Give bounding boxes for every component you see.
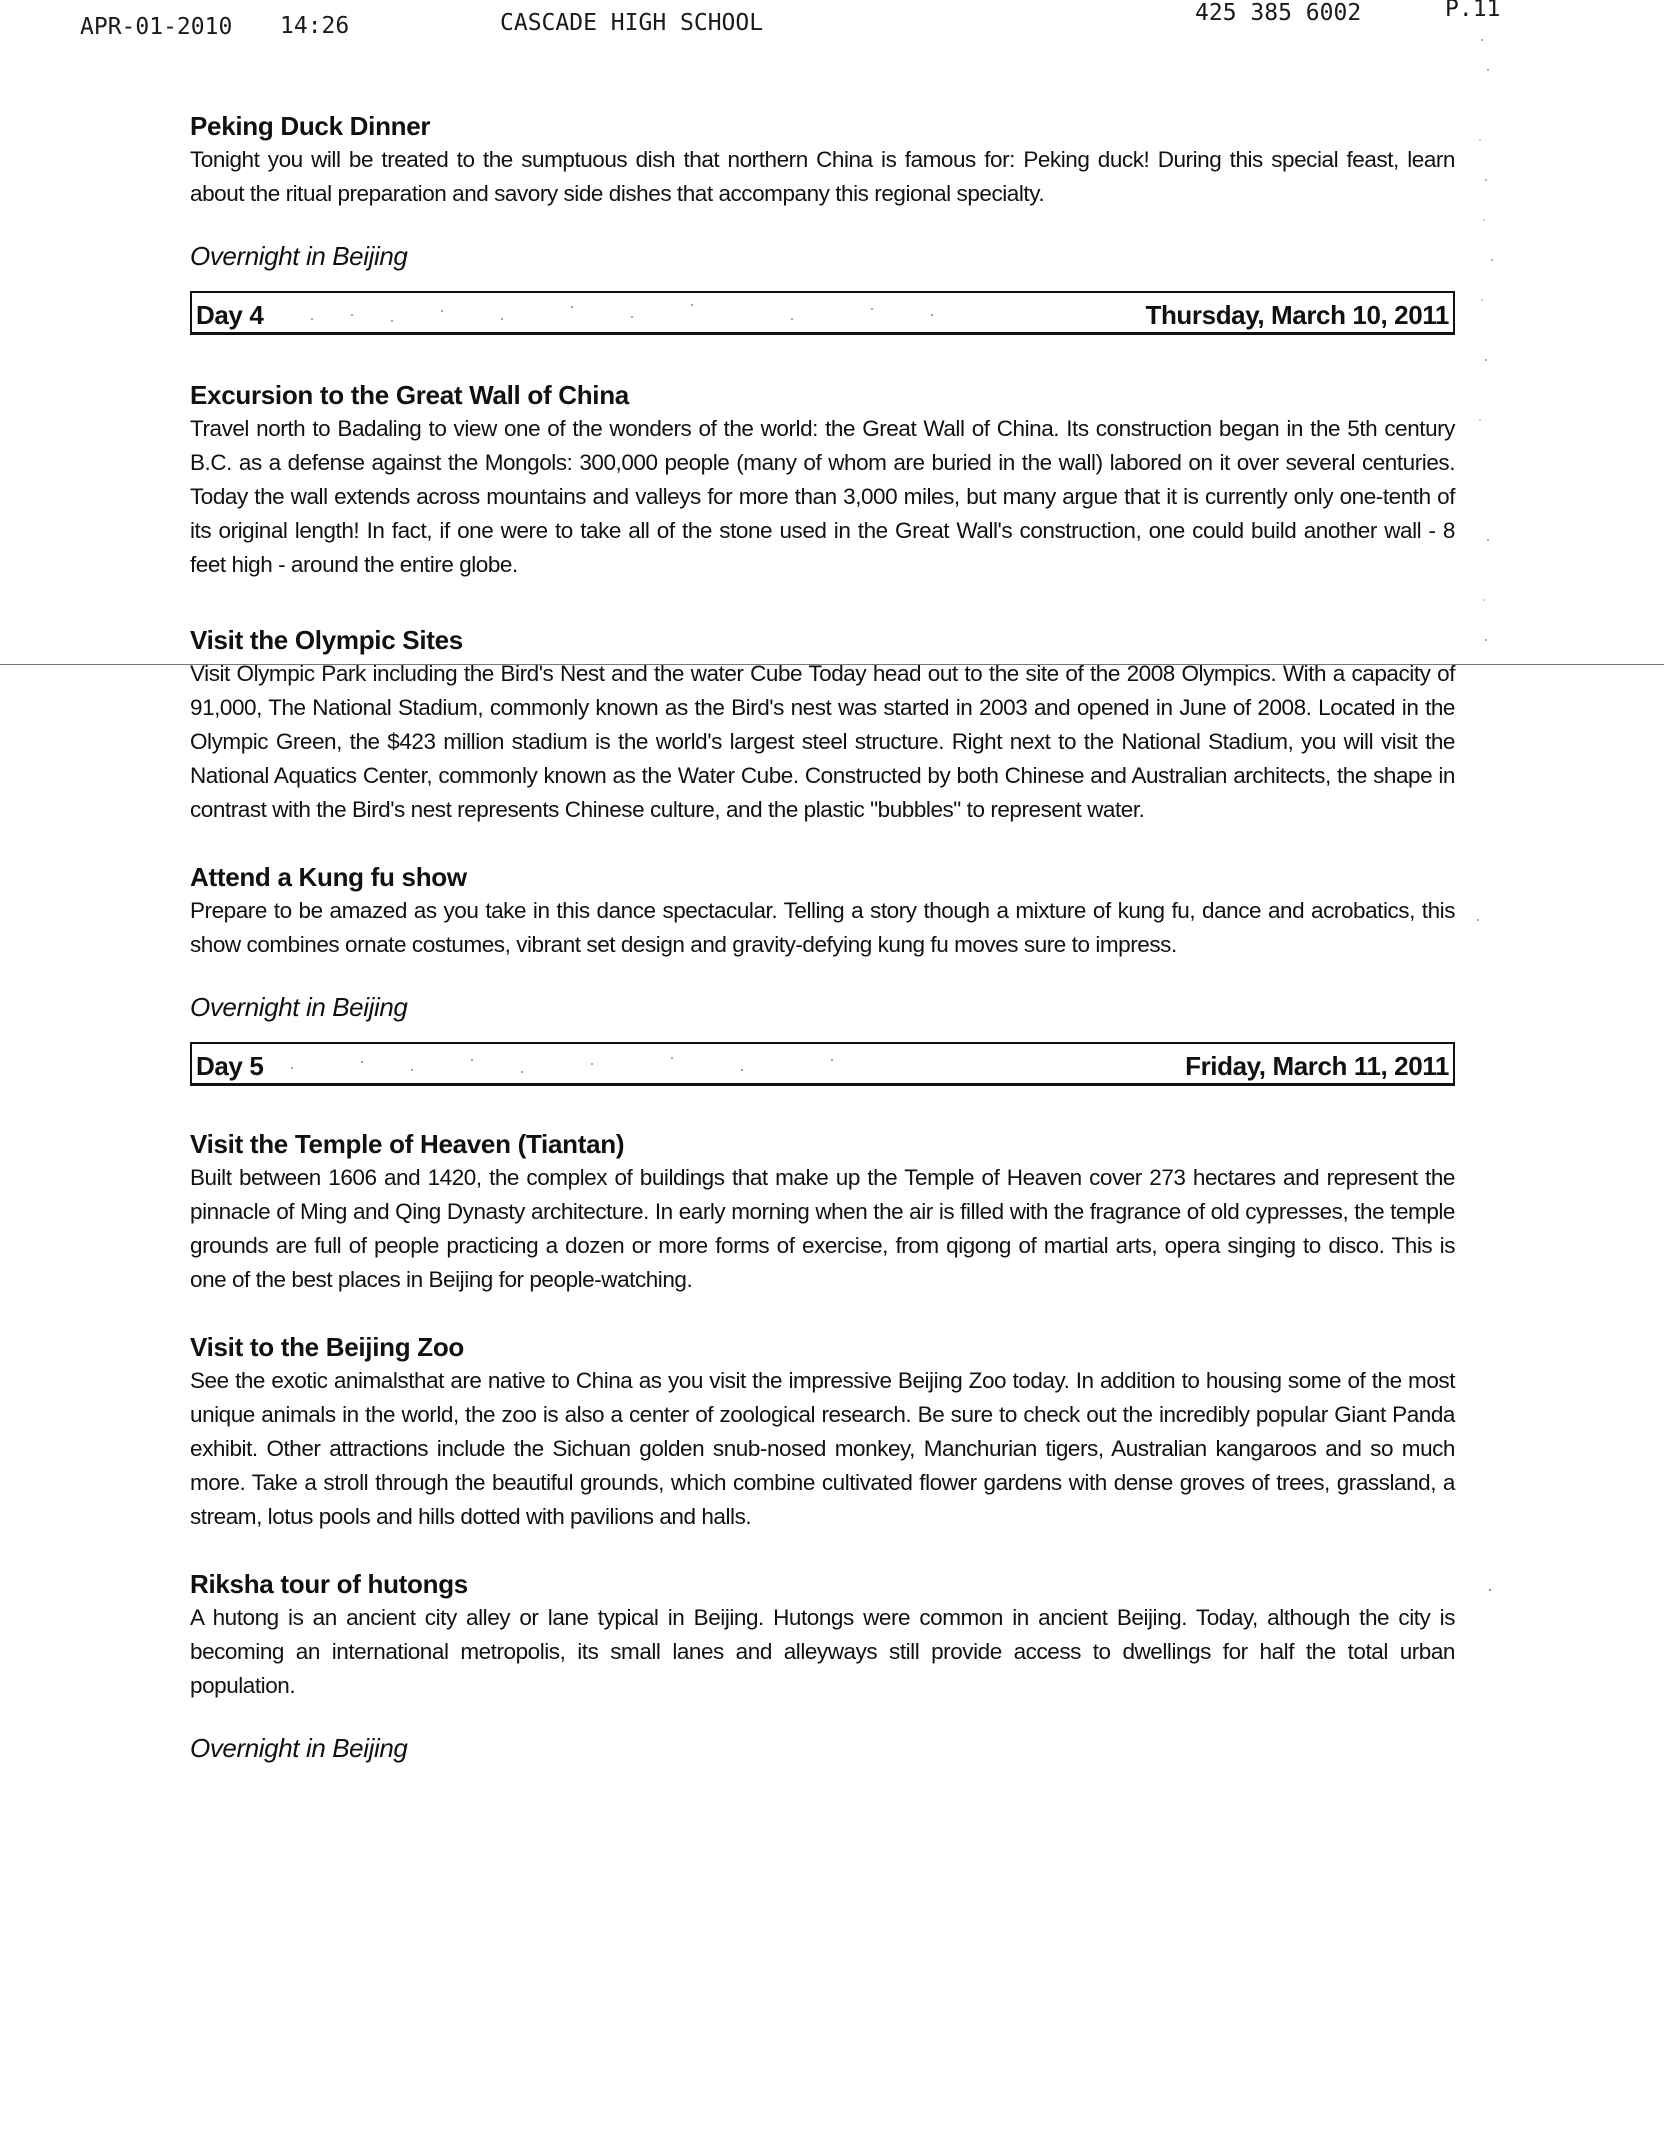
fax-date: APR-01-2010	[80, 14, 233, 40]
day-date: Friday, March 11, 2011	[1185, 1051, 1449, 1081]
fax-phone: 425 385 6002	[1195, 0, 1362, 26]
activity-description: Travel north to Badaling to view one of the wonders of the world: the Great Wall of China. Its construction began in the 5th century B.C. as a defense against the Mongols: 300,000 people (many of whom are buried in the wall) labored on it over several centuries. Today the wall extends across mountains and valleys for more than 3,000 miles, but many argue that it is currently only one-tenth of its original length! In fact, if one were to take all of the stone used in the Great Wall's construction, one could build another wall - 8 feet high - around the entire globe.	[190, 416, 1455, 577]
overnight-note: Overnight in Beijing	[190, 1733, 408, 1763]
day-label: Day 5	[196, 1051, 264, 1081]
activity-title: Peking Duck Dinner	[190, 111, 431, 141]
activity-beijing-zoo	[190, 1331, 1455, 1534]
day-label: Day 4	[196, 300, 264, 330]
fax-time: 14:26	[280, 13, 350, 39]
activity-great-wall	[190, 379, 1455, 582]
overnight-note: Overnight in Beijing	[190, 992, 408, 1022]
activity-title: Visit the Olympic Sites	[190, 625, 463, 655]
day-5-header	[190, 1042, 1455, 1086]
activity-title: Attend a Kung fu show	[190, 862, 467, 892]
fax-organization: CASCADE HIGH SCHOOL	[500, 10, 764, 36]
activity-temple-of-heaven	[190, 1128, 1455, 1297]
activity-title: Visit to the Beijing Zoo	[190, 1332, 464, 1362]
fax-page-number: P.11	[1445, 0, 1501, 22]
overnight-note: Overnight in Beijing	[190, 241, 408, 271]
activity-description: Prepare to be amazed as you take in this dance spectacular. Telling a story though a mixture of kung fu, dance and acrobatics, this show combines ornate costumes, vibrant set design and gravity-defying kung fu moves sure to impress.	[190, 898, 1455, 957]
activity-description: Visit Olympic Park including the Bird's Nest and the water Cube Today head out to the site of the 2008 Olympics. With a capacity of 91,000, The National Stadium, commonly known as the Bird's nest was started in 2003 and opened in June of 2008. Located in the Olympic Green, the $423 million stadium is the world's largest steel structure. Right next to the National Stadium, you will visit the National Aquatics Center, commonly known as the Water Cube. Constructed by both Chinese and Australian architects, the shape in contrast with the Bird's nest represents Chinese culture, and the plastic "bubbles" to represent water.	[190, 661, 1455, 822]
itinerary-page	[190, 110, 1455, 1765]
activity-kung-fu-show	[190, 861, 1455, 962]
activity-title: Riksha tour of hutongs	[190, 1569, 468, 1599]
day-4-header	[190, 291, 1455, 335]
day-date: Thursday, March 10, 2011	[1145, 300, 1449, 330]
activity-description: Built between 1606 and 1420, the complex of buildings that make up the Temple of Heaven cover 273 hectares and represent the pinnacle of Ming and Qing Dynasty architecture. In early morning when the air is filled with the fragrance of old cypresses, the temple grounds are full of people practicing a dozen or more forms of exercise, from qigong of martial arts, opera singing to disco. This is one of the best places in Beijing for people-watching.	[190, 1165, 1455, 1292]
activity-description: A hutong is an ancient city alley or lane typical in Beijing. Hutongs were common in ancient Beijing. Today, although the city is becoming an international metropolis, its small lanes and alleyways still provide access to dwellings for half the total urban population.	[190, 1605, 1455, 1698]
activity-description: Tonight you will be treated to the sumptuous dish that northern China is famous for: Peking duck! During this special feast, learn about the ritual preparation and savory side dishes that accompany this regional specialty.	[190, 147, 1455, 206]
scan-speckles	[272, 1050, 1172, 1080]
activity-description: See the exotic animalsthat are native to China as you visit the impressive Beijing Zoo today. In addition to housing some of the most unique animals in the world, the zoo is also a center of zoological research. Be sure to check out the incredibly popular Giant Panda exhibit. Other attractions include the Sichuan golden snub-nosed monkey, Manchurian tigers, Australian kangaroos and so much more. Take a stroll through the beautiful grounds, which combine cultivated flower gardens with dense groves of trees, grassland, a stream, lotus pools and hills dotted with pavilions and halls.	[190, 1368, 1455, 1529]
fax-header	[0, 0, 1664, 60]
activity-title: Visit the Temple of Heaven (Tiantan)	[190, 1129, 625, 1159]
scan-speckles	[272, 299, 1172, 329]
activity-riksha-tour	[190, 1568, 1455, 1703]
activity-peking-duck-dinner	[190, 110, 1455, 211]
activity-title: Excursion to the Great Wall of China	[190, 380, 629, 410]
scan-noise	[1474, 0, 1514, 2144]
activity-olympic-sites	[190, 624, 1455, 827]
